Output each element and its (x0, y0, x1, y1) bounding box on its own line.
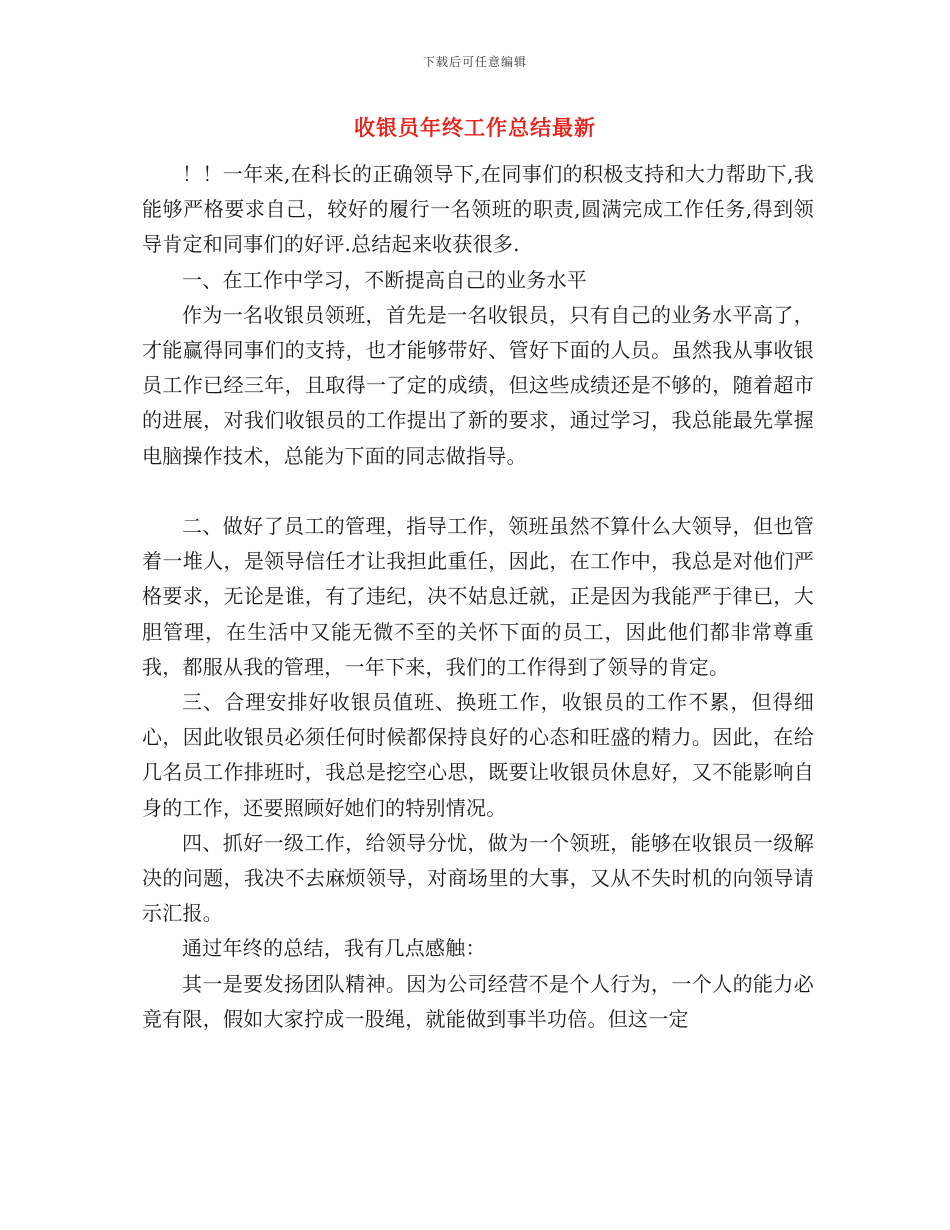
paragraph-reflection-1: 其一是要发扬团队精神。因为公司经营不是个人行为，一个人的能力必竟有限，假如大家拧成一股绳，就能做到事半功倍。但这一定 (142, 971, 814, 1031)
document-body (142, 157, 814, 1037)
section-heading-1: 一、在工作中学习，不断提高自己的业务水平 (182, 267, 587, 292)
paragraph-section-4: 四、抓好一级工作，给领导分忧，做为一个领班，能够在收银员一级解决的问题，我决不去麻烦领导，对商场里的大事，又从不失时机的向领导请示汇报。 (142, 830, 814, 926)
paragraph-section-2: 二、做好了员工的管理，指导工作，领班虽然不算什么大领导，但也管着一堆人，是领导信任才让我担此重任，因此，在工作中，我总是对他们严格要求，无论是谁，有了违纪，决不姑息迁就，正是因为我能严于律已，大胆管理，在生活中又能无微不至的关怀下面的员工，因此他们都非常尊重我，都服从我的管理，一年下来，我们的工作得到了领导的肯定。 (142, 514, 814, 679)
document-title: 收银员年终工作总结最新 (354, 115, 596, 140)
paragraph-section-1: 作为一名收银员领班，首先是一名收银员，只有自己的业务水平高了，才能赢得同事们的支持，也才能够带好、管好下面的人员。虽然我从事收银员工作已经三年，且取得一了定的成绩，但这些成绩还是不够的，随着超市的进展，对我们收银员的工作提出了新的要求，通过学习，我总能最先掌握电脑操作技术，总能为下面的同志做指导。 (142, 302, 814, 468)
page-header: 下载后可任意编辑 (422, 55, 527, 69)
paragraph-section-3: 三、合理安排好收银员值班、换班工作，收银员的工作不累，但得细心，因此收银员必须任何时候都保持良好的心态和旺盛的精力。因此，在给几名员工作排班时，我总是挖空心思，既要让收银员休息好，又不能影响自身的工作，还要照顾好她们的特别情况。 (142, 690, 814, 820)
paragraph-reflection-intro: 通过年终的总结，我有几点感触： (182, 936, 486, 961)
paragraph-intro: ！！一年来,在科长的正确领导下,在同事们的积极支持和大力帮助下,我能够严格要求自己，较好的履行一名领班的职责,圆满完成工作任务,得到领导肯定和同事们的好评.总结起来收获很多. (142, 162, 814, 257)
